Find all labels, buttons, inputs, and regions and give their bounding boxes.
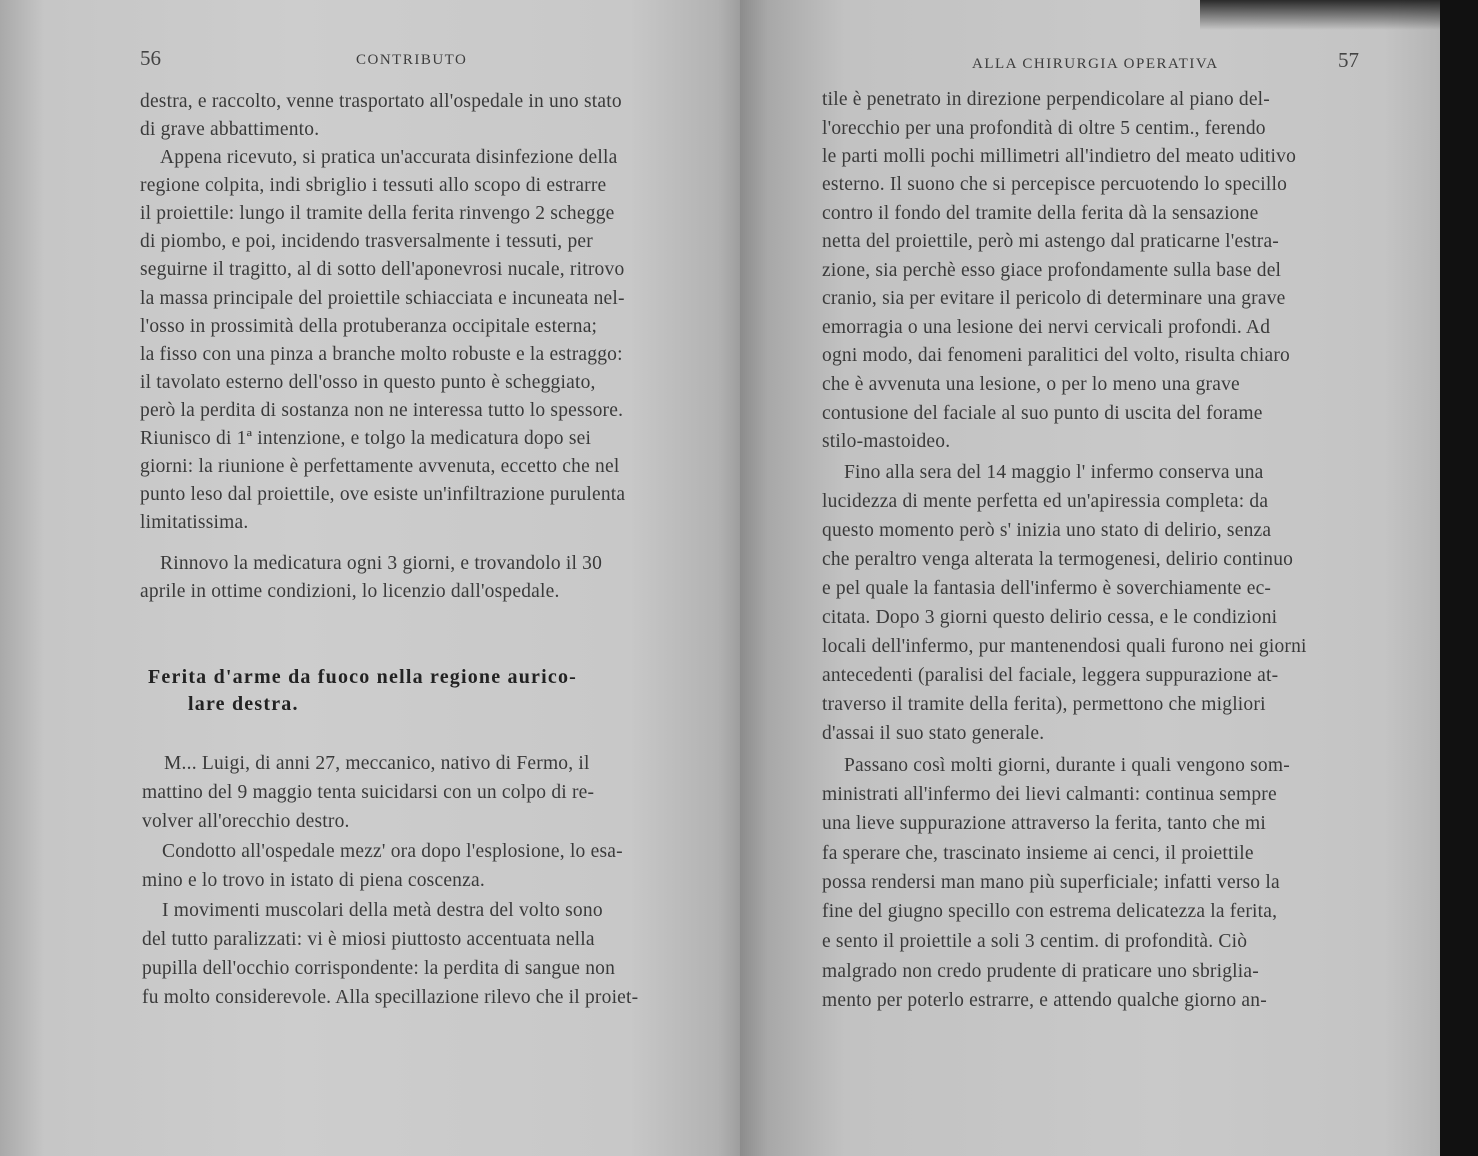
text-line: una lieve suppurazione attraverso la ferita, tanto che mi — [822, 813, 1267, 834]
text-line: locali dell'infermo, pur mantenendosi quali furono nei giorni — [822, 636, 1307, 657]
text-line: di grave abbattimento. — [140, 119, 320, 140]
text-line: aprile in ottime condizioni, lo licenzio dall'ospedale. — [140, 581, 560, 602]
right-page — [740, 0, 1440, 1156]
text-line: seguirne il tragitto, al di sotto dell'aponevrosi nucale, ritrovo — [140, 259, 625, 280]
text-line: d'assai il suo stato generale. — [822, 723, 1045, 744]
running-head: CONTRIBUTO — [356, 52, 468, 68]
text-line: pupilla dell'occhio corrispondente: la perdita di sangue non — [142, 958, 616, 979]
text-line: limitatissima. — [140, 512, 249, 533]
text-line: mino e lo trovo in istato di piena coscenza. — [142, 870, 485, 891]
text-line: questo momento però s' inizia uno stato di delirio, senza — [822, 520, 1272, 541]
text-line: fa sperare che, trascinato insieme ai cenci, il proiettile — [822, 843, 1254, 864]
text-line: regione colpita, indi sbriglio i tessuti allo scopo di estrarre — [140, 175, 607, 196]
scan-edge — [1440, 0, 1478, 1156]
section-heading: Ferita d'arme da fuoco nella regione aurico- — [148, 666, 578, 688]
text-line: volver all'orecchio destro. — [142, 811, 350, 832]
text-line: ministrati all'infermo dei lievi calmanti: continua sempre — [822, 784, 1277, 805]
text-line: la massa principale del proiettile schiacciata e incuneata nel- — [140, 288, 625, 309]
text-line: che peraltro venga alterata la termogenesi, delirio continuo — [822, 549, 1294, 570]
text-line: ogni modo, dai fenomeni paralitici del volto, risulta chiaro — [822, 345, 1290, 366]
section-heading-cont: lare destra. — [188, 693, 299, 715]
text-line: Appena ricevuto, si pratica un'accurata disinfezione della — [160, 147, 618, 168]
text-line: mento per poterlo estrarre, e attendo qualche giorno an- — [822, 990, 1267, 1011]
text-line: netta del proiettile, però mi astengo dal praticarne l'estra- — [822, 231, 1279, 252]
text-line: I movimenti muscolari della metà destra del volto sono — [162, 900, 603, 921]
text-line: destra, e raccolto, venne trasportato all'ospedale in uno stato — [140, 91, 622, 112]
text-line: fu molto considerevole. Alla specillazione rilevo che il proiet- — [142, 987, 639, 1008]
text-line: Passano così molti giorni, durante i quali vengono som- — [844, 755, 1290, 776]
text-line: le parti molli pochi millimetri all'indietro del meato uditivo — [822, 146, 1297, 167]
text-line: citata. Dopo 3 giorni questo delirio cessa, e le condizioni — [822, 607, 1278, 628]
running-head: ALLA CHIRURGIA OPERATIVA — [972, 56, 1219, 72]
text-line: Riunisco di 1ª intenzione, e tolgo la medicatura dopo sei — [140, 428, 592, 449]
text-line: lucidezza di mente perfetta ed un'apiressia completa: da — [822, 491, 1269, 512]
text-line: Fino alla sera del 14 maggio l' infermo conserva una — [844, 462, 1264, 483]
text-line: zione, sia perchè esso giace profondamente sulla base del — [822, 260, 1282, 281]
text-line: e sento il proiettile a soli 3 centim. di profondità. Ciò — [822, 931, 1248, 952]
text-line: traverso il tramite della ferita), permettono che migliori — [822, 694, 1266, 715]
text-line: l'osso in prossimità della protuberanza occipitale esterna; — [140, 316, 598, 337]
text-line: di piombo, e poi, incidendo trasversalmente i tessuti, per — [140, 231, 593, 252]
text-line: fine del giugno specillo con estrema delicatezza la ferita, — [822, 901, 1278, 922]
text-line: Condotto all'ospedale mezz' ora dopo l'esplosione, lo esa- — [162, 841, 623, 862]
text-line: e pel quale la fantasia dell'infermo è soverchiamente ec- — [822, 578, 1272, 599]
page-number: 56 — [140, 46, 161, 70]
text-line: il proiettile: lungo il tramite della ferita rinvengo 2 schegge — [140, 203, 615, 224]
text-line: contusione del faciale al suo punto di uscita del forame — [822, 403, 1263, 424]
text-line: però la perdita di sostanza non ne interessa tutto lo spessore. — [140, 400, 624, 421]
text-line: cranio, sia per evitare il pericolo di determinare una grave — [822, 288, 1286, 309]
text-line: stilo-mastoideo. — [822, 431, 951, 452]
page-number: 57 — [1338, 48, 1359, 72]
text-line: l'orecchio per una profondità di oltre 5 centim., ferendo — [822, 118, 1266, 139]
text-line: esterno. Il suono che si percepisce percuotendo lo specillo — [822, 174, 1288, 195]
text-line: la fisso con una pinza a branche molto robuste e la estraggo: — [140, 344, 623, 365]
text-line: malgrado non credo prudente di praticare uno sbriglia- — [822, 961, 1259, 982]
text-line: del tutto paralizzati: vi è miosi piuttosto accentuata nella — [142, 929, 595, 950]
text-line: possa rendersi man mano più superficiale; infatti verso la — [822, 872, 1280, 893]
text-line: punto leso dal proiettile, ove esiste un'infiltrazione purulenta — [140, 484, 626, 505]
text-line: mattino del 9 maggio tenta suicidarsi con un colpo di re- — [142, 782, 595, 803]
text-line: contro il fondo del tramite della ferita dà la sensazione — [822, 203, 1259, 224]
text-line: il tavolato esterno dell'osso in questo punto è scheggiato, — [140, 372, 596, 393]
text-line: emorragia o una lesione dei nervi cervicali profondi. Ad — [822, 317, 1271, 338]
text-line: antecedenti (paralisi del faciale, leggera suppurazione at- — [822, 665, 1279, 686]
text-line: tile è penetrato in direzione perpendicolare al piano del- — [822, 89, 1270, 110]
text-line: giorni: la riunione è perfettamente avvenuta, eccetto che nel — [140, 456, 620, 477]
text-line: M... Luigi, di anni 27, meccanico, nativo di Fermo, il — [164, 753, 590, 774]
scan-shadow — [1200, 0, 1478, 30]
text-line: Rinnovo la medicatura ogni 3 giorni, e trovandolo il 30 — [160, 553, 603, 574]
text-line: che è avvenuta una lesione, o per lo meno una grave — [822, 374, 1240, 395]
